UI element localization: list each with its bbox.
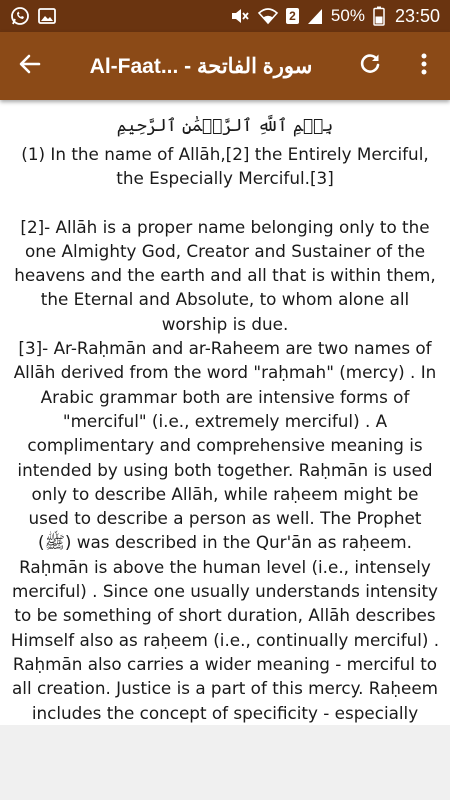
verse-translation: (1) In the name of Allāh,[2] the Entirely Merciful, the Especially Merciful.[3] — [21, 144, 429, 189]
more-options-button[interactable] — [398, 32, 450, 100]
back-button[interactable] — [0, 32, 60, 100]
footnote-2: [2]- Allāh is a proper name belonging only to the one Almighty God, Creator and Sustainer of the heavens and the earth and all that is within them, the Eternal and Absolute, to whom alone all worship is due. — [14, 216, 436, 334]
translation-content[interactable] — [0, 100, 450, 725]
status-time: 23:50 — [394, 5, 440, 26]
footnotes — [10, 215, 440, 750]
battery-icon — [373, 6, 385, 26]
basmala-text: بِسۡمِ ٱللَّهِ ٱلرَّحۡمَٰنِ ٱلرَّحِيمِ — [116, 116, 334, 136]
status-bar — [0, 0, 450, 32]
status-right — [230, 6, 440, 27]
mute-icon — [230, 7, 250, 25]
sim-badge: 2 — [286, 8, 299, 24]
status-left — [10, 6, 56, 26]
refresh-icon — [358, 52, 382, 80]
bottom-empty-area — [0, 725, 450, 800]
battery-percent: 50% — [330, 6, 365, 25]
signal-icon — [307, 7, 323, 25]
gallery-icon — [38, 7, 56, 25]
arrow-left-icon — [18, 52, 42, 80]
app-bar — [0, 32, 450, 100]
wifi-icon — [258, 7, 278, 25]
spacer — [10, 191, 440, 215]
refresh-button[interactable] — [342, 32, 398, 100]
more-vert-icon — [420, 52, 428, 80]
page-title: Al-Faat... - سورة الفاتحة — [89, 54, 313, 78]
whatsapp-icon — [10, 6, 30, 26]
footnote-3: [3]- Ar-Raḥmān and ar-Raheem are two names of Allāh derived from the word "raḥmah" (mercy) . In Arabic grammar both are intensive forms of "merciful" (i.e., extremely merciful) . A complimentary and comprehensive meaning is intended by using both together. Raḥmān is used only to describe Allāh, while raḥeem might be used to describe a person as well. The Prophet (ﷺ) was described in the Qur'ān as raḥeem. Raḥmān is above the human level (i.e., intensely merciful) . Since one usually understands intensity to be something of short duration, Allāh describes Himself also as raḥeem (i.e., continually merciful) . Raḥmān also carries a wider meaning - merciful to all creation. Justice is a part of this mercy. Raḥeem includes the concept of specificity - especially — [10, 338, 440, 723]
